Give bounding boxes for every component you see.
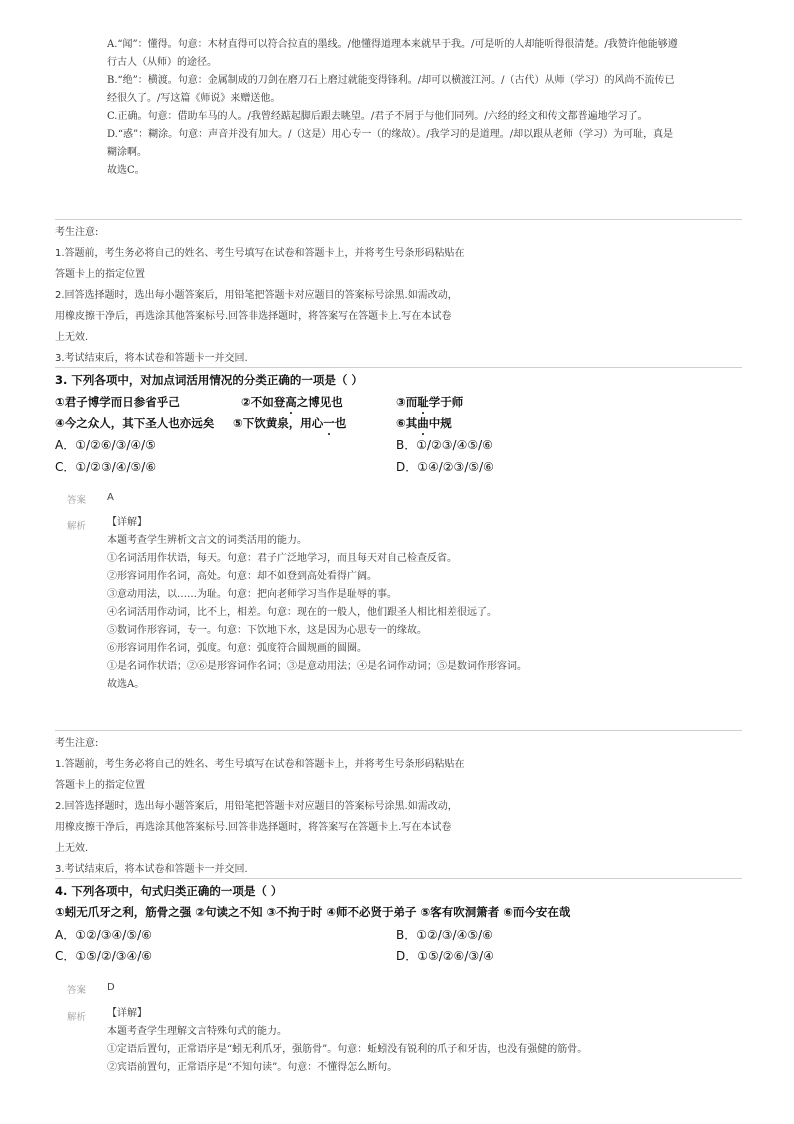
question-3-stem: 3. 下列各项中，对加点词活用情况的分类正确的一项是（ ） [55, 373, 363, 387]
analysis-line: 【详解】 [107, 517, 147, 528]
explanation-line: 经很久了。/写这篇《师说》来赠送他。 [107, 93, 281, 104]
answer-label: 答案 [67, 985, 87, 996]
notice-line: 1.答题前，考生务必将自己的姓名、考生号填写在试卷和答题卡上，并将考生号条形码粘贴在 [55, 759, 465, 770]
notice-line: 2.回答选择题时，选出每小题答案后，用铅笔把答题卡对应题目的答案标号涂黑.如需改动， [55, 290, 458, 301]
notice-line: 上无效. [55, 843, 89, 854]
notice-line: 1.答题前，考生务必将自己的姓名、考生号填写在试卷和答题卡上，并将考生号条形码粘贴在 [55, 248, 465, 259]
analysis-label: 解析 [67, 1012, 87, 1023]
q3-analysis [107, 514, 732, 694]
explanation-line: 行古人（从师）的途径。 [107, 57, 217, 68]
q2-explanation [107, 36, 732, 180]
analysis-label: 解析 [67, 521, 87, 532]
divider [55, 367, 742, 368]
divider [55, 878, 742, 879]
q3-item: ④今之众人，其下圣人也亦远矣 [55, 416, 215, 430]
notice-title: 考生注意: [55, 738, 99, 749]
answer-value: A [107, 492, 114, 503]
analysis-line: ⑥形容词用作名词，弧度。句意：弧度符合圆规画的圆圈。 [107, 643, 367, 654]
explanation-line: D.“惑”：糊涂。句意：声音并没有加大。/（这是）用心专一（的缘故）。/我学习的是道理。/却以跟从老师（学习）为可耻，真是 [107, 129, 674, 140]
analysis-line: ②形容词用作名词，高处。句意：却不如登到高处看得广阔。 [107, 571, 377, 582]
dotted-char: 曲 [417, 416, 429, 430]
notice-line: 2.回答选择题时，选出每小题答案后，用铅笔把答题卡对应题目的答案标号涂黑.如需改动， [55, 801, 458, 812]
question-4-stem: 4. 下列各项中，句式归类正确的一项是（ ） [55, 884, 283, 898]
exam-notice [55, 222, 745, 369]
analysis-line: 本题考查学生理解文言特殊句式的能力。 [107, 1026, 287, 1037]
analysis-line: 【详解】 [107, 1008, 147, 1019]
analysis-line: ①定语后置句，正常语序是“蚓无利爪牙，强筋骨”。句意：蚯蚓没有锐利的爪子和牙齿，也没有强健的筋骨。 [107, 1044, 588, 1055]
exam-notice [55, 733, 745, 880]
analysis-line: ①名词活用作状语，每天。句意：君子广泛地学习，而且每天对自己检查反省。 [107, 553, 457, 564]
analysis-line: ①是名词作状语；②⑥是形容词作名词；③是意动用法；④是名词作动词；⑤是数词作形容词。 [107, 661, 527, 672]
dotted-char: 耻 [417, 395, 429, 409]
analysis-line: 本题考查学生辨析文言文的词类活用的能力。 [107, 535, 307, 546]
q4-option-a[interactable]: A．①②/③④/⑤/⑥ [55, 928, 152, 942]
q3-item: ③而耻学于师 [396, 395, 464, 409]
q3-option-a[interactable]: A．①/②⑥/③/④/⑤ [55, 438, 156, 452]
divider [55, 219, 742, 220]
explanation-line: C.正确。句意：借助车马的人。/我曾经踮起脚后跟去眺望。/君子不屑于与他们同列。/六经的经文和传文都普遍地学习了。 [107, 111, 648, 122]
explanation-line: B.“绝”：横渡。句意：金属制成的刀剑在磨刀石上磨过就能变得锋利。/却可以横渡江河。/（古代）从师（学习）的风尚不流传已 [107, 75, 675, 86]
notice-line: 答题卡上的指定位置 [55, 780, 145, 791]
notice-line: 3.考试结束后，将本试卷和答题卡一并交回. [55, 353, 248, 364]
answer-label: 答案 [67, 495, 87, 506]
notice-line: 上无效. [55, 332, 89, 343]
notice-title: 考生注意: [55, 227, 99, 238]
notice-line: 用橡皮擦干净后，再选涂其他答案标号.回答非选择题时，将答案写在答题卡上.写在本试卷 [55, 311, 452, 322]
notice-line: 用橡皮擦干净后，再选涂其他答案标号.回答非选择题时，将答案写在答题卡上.写在本试卷 [55, 822, 452, 833]
q3-item: ②不如登高之博见也 [241, 395, 343, 409]
dotted-char: 高 [285, 395, 297, 409]
q3-option-c[interactable]: C．①/②③/④/⑤/⑥ [55, 460, 157, 474]
explanation-line: 故选C。 [107, 165, 145, 176]
question-3-items-row-1 [55, 394, 745, 412]
question-3-items-row-2 [55, 415, 745, 433]
notice-line: 答题卡上的指定位置 [55, 269, 145, 280]
answer-value: D [107, 982, 115, 993]
analysis-line: ⑤数词作形容词，专一。句意：下饮地下水，这是因为心思专一的缘故。 [107, 625, 427, 636]
q4-option-d[interactable]: D．①⑤/②⑥/③/④ [396, 949, 494, 963]
analysis-line: ④名词活用作动词，比不上，相差。句意：现在的一般人，他们跟圣人相比相差很远了。 [107, 607, 497, 618]
q3-option-d[interactable]: D．①④/②③/⑤/⑥ [396, 460, 494, 474]
q4-analysis [107, 1005, 732, 1077]
q3-item: ⑤下饮黄泉，用心一也 [233, 416, 347, 430]
q3-item: ⑥其曲中规 [396, 416, 452, 430]
explanation-line: 糊涂啊。 [107, 147, 147, 158]
q4-option-c[interactable]: C．①⑤/②/③④/⑥ [55, 949, 153, 963]
analysis-line: 故选A。 [107, 679, 145, 690]
analysis-line: ②宾语前置句，正常语序是“不知句读”。句意：不懂得怎么断句。 [107, 1062, 398, 1073]
q3-item: ①君子博学而日参省乎己 [55, 395, 180, 409]
question-4-items: ①蚓无爪牙之利，筋骨之强 ②句读之不知 ③不拘于时 ④师不必贤于弟子 ⑤客有吹洞箫者 ⑥而今安在哉 [55, 905, 571, 919]
explanation-line: A.“闻”：懂得。句意：木材直得可以符合拉直的墨线。/他懂得道理本来就早于我。/可是听的人却能听得很清楚。/我赞许他能够遵 [107, 39, 678, 50]
q4-option-b[interactable]: B．①②/③/④⑤/⑥ [396, 928, 493, 942]
q3-option-b[interactable]: B．①/②③/④⑤/⑥ [396, 438, 493, 452]
notice-line: 3.考试结束后，将本试卷和答题卡一并交回. [55, 864, 248, 875]
analysis-line: ③意动用法，以……为耻。句意：把向老师学习当作是耻辱的事。 [107, 589, 397, 600]
dotted-char: 一 [323, 416, 335, 430]
divider [55, 730, 742, 731]
